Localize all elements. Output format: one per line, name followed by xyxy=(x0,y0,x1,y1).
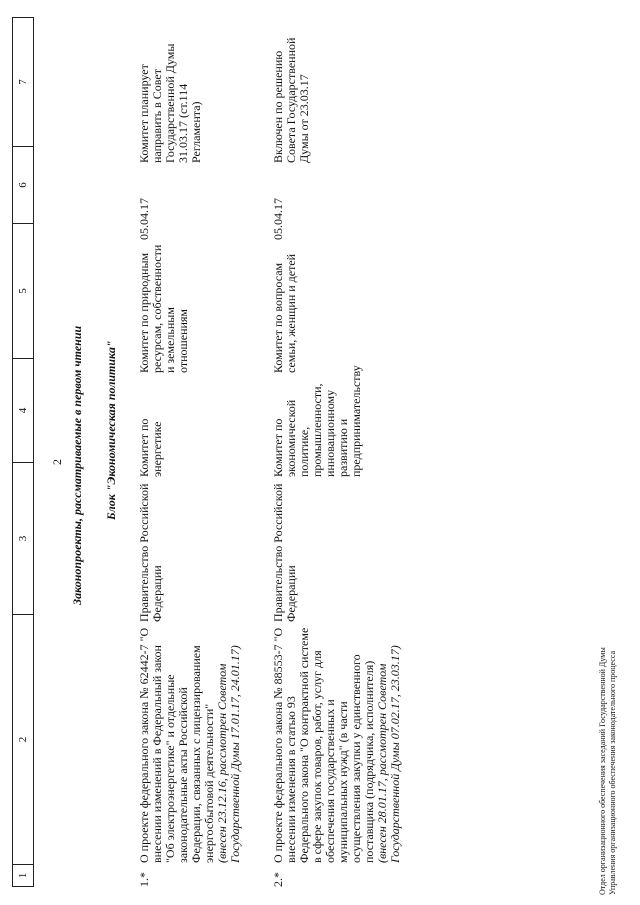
column-header-table xyxy=(12,17,34,887)
bill-note: (внесен 28.01.17, рассмотрен Советом Государственной Думы 07.02.17, 23.03.17) xyxy=(375,645,402,863)
author-cell: Правительство Российской Федерации xyxy=(271,483,298,622)
page-number: 2 xyxy=(50,459,64,465)
footer-line: Отдел организационного обеспечения заседаний Государственной Думы xyxy=(598,647,607,895)
column-header: 1 xyxy=(13,864,33,886)
column-header: 6 xyxy=(13,146,33,223)
bill-cell xyxy=(138,625,242,863)
column-header: 5 xyxy=(13,223,33,358)
bill-note: (внесен 23.12.16, рассмотрен Советом Государственной Думы 17.01.17, 24.01.17) xyxy=(215,645,242,863)
footer-line: Управления организационного обеспечения законодательного процесса xyxy=(608,650,617,895)
bill-cell xyxy=(272,625,402,863)
footer xyxy=(598,475,618,895)
column-header: 4 xyxy=(13,358,33,462)
co-committee-cell: Комитет по вопросам семьи, женщин и детей xyxy=(271,253,298,373)
column-header: 7 xyxy=(17,79,29,85)
bill-title: О проекте федерального закона № 88553-7 "О внесении изменения в статью 93 Федерального закона "О контрактной системе в сфере закупок товаров, работ, услуг для обеспечения государственных и муниципальных нужд" (в части осуществления закупки у единственного поставщика (подрядчика, исполнителя) xyxy=(271,627,376,863)
committee-cell: Комитет по экономической политике, промышленности, инновационному развитию и предпринимательству xyxy=(271,365,363,477)
status-cell: Включен по решению Совета Государственной Думы от 23.03.17 xyxy=(271,37,311,163)
committee-cell: Комитет по энергетике xyxy=(137,418,164,477)
date-cell: 05.04.17 xyxy=(137,198,151,240)
row-number: 2.* xyxy=(271,872,285,887)
bill-title: О проекте федерального закона № 62442-7 "О внесении изменений в Федеральный закон "Об электроэнергетике" и отдельные законодательные акты Российской Федерации, связанных с лицензированием энергосбытовой деятельности" xyxy=(137,627,216,863)
row-number: 1.* xyxy=(137,872,151,887)
date-cell: 05.04.17 xyxy=(271,198,285,240)
column-header: 3 xyxy=(13,462,33,614)
column-header: 2 xyxy=(13,614,33,864)
block-title: Блок "Экономическая политика" xyxy=(104,340,118,520)
status-cell: Комитет планирует направить в Совет Государственной Думы 31.03.17 (ст.114 Регламента) xyxy=(137,43,203,163)
co-committee-cell: Комитет по природным ресурсам, собственности и земельным отношениям xyxy=(137,244,190,373)
author-cell: Правительство Российской Федерации xyxy=(137,483,164,622)
section-title: Законопроекты, рассматриваемые в первом чтении xyxy=(70,325,84,605)
